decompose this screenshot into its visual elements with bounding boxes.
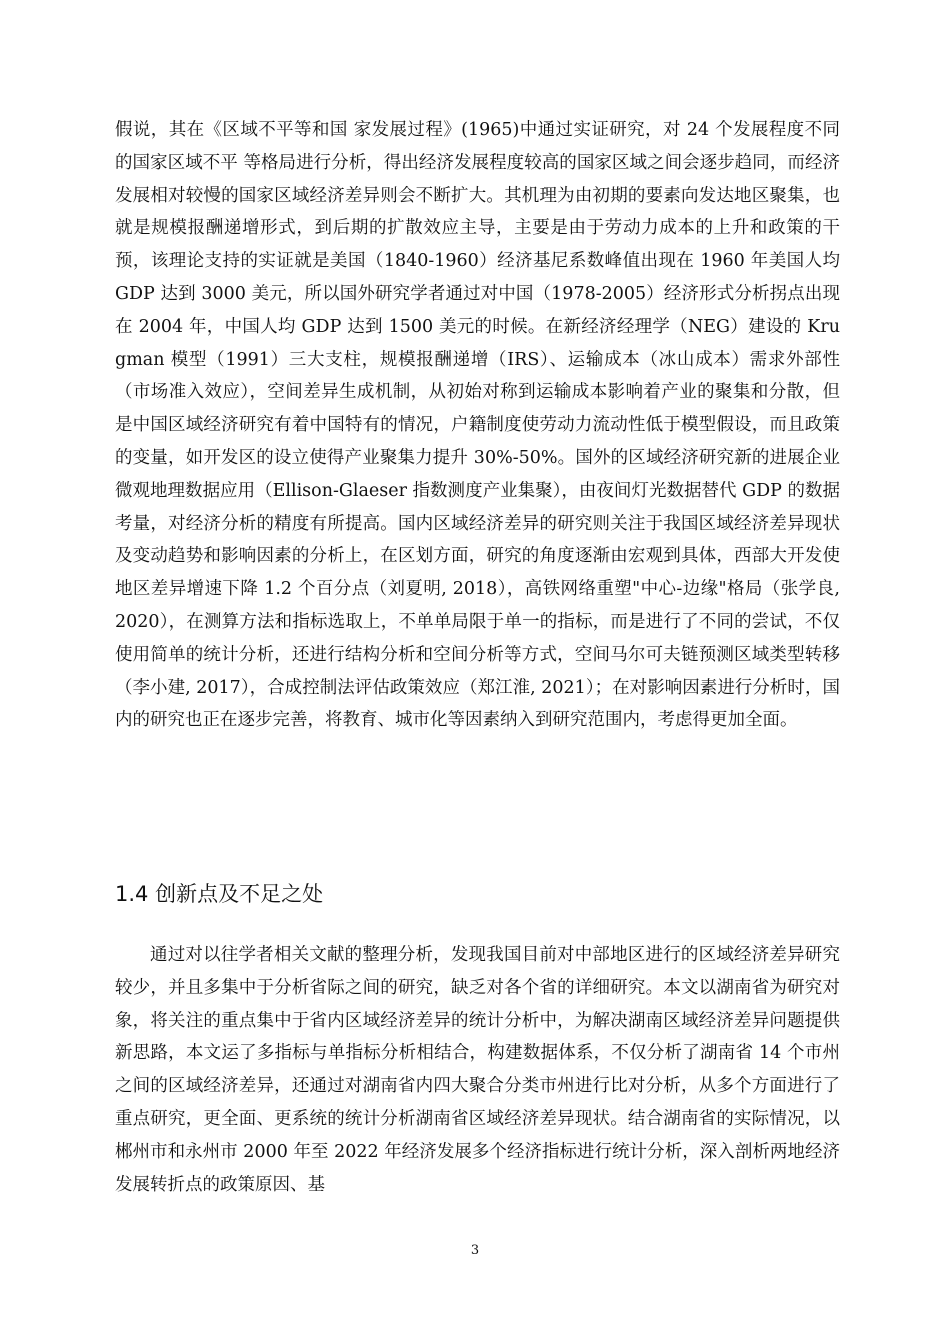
body-paragraph-1: 假说，其在《区域不平等和国 家发展过程》(1965)中通过实证研究，对 24 个发展程度不同的国家区域不平 等格局进行分析，得出经济发展程度较高的国家区域之间会逐步趋同，而经济发展相对较慢的国家区域经济差异则会不断扩大。其机理为由初期的要素向发达地区聚集，也就是规模报酬递增形式，到后期的扩散效应主导，主要是由于劳动力成本的上升和政策的干预，该理论支持的实证就是美国（1840-1960）经济基尼系数峰值出现在 1960 年美国人均 GDP 达到 3000 美元，所以国外研究学者通过对中国（1978-2005）经济形式分析拐点出现在 2004 年，中国人均 GDP 达到 1500 美元的时候。在新经济经理学（NEG）建设的 Krugman 模型（1991）三大支柱，规模报酬递增（IRS）、运输成本（冰山成本）需求外部性（市场准入效应），空间差异生成机制，从初始对称到运输成本影响着产业的聚集和分散，但是中国区域经济研究有着中国特有的情况，户籍制度使劳动力流动性低于模型假设，而且政策的变量，如开发区的设立使得产业聚集力提升 30%-50%。国外的区域经济研究新的进展企业微观地理数据应用（Ellison-Glaeser 指数测度产业集聚），由夜间灯光数据替代 GDP 的数据考量，对经济分析的精度有所提高。国内区域经济差异的研究则关注于我国区域经济差异现状及变动趋势和影响因素的分析上，在区划方面，研究的角度逐渐由宏观到具体，西部大开发使地区差异增速下降 1.2 个百分点（刘夏明, 2018），高铁网络重塑"中心-边缘"格局（张学良, 2020），在测算方法和指标选取上，不单单局限于单一的指标，而是进行了不同的尝试，不仅使用简单的统计分析，还进行结构分析和空间分析等方式，空间马尔可夫链预测区域类型转移（李小建, 2017），合成控制法评估政策效应（郑江淮, 2021）；在对影响因素进行分析时，国内的研究也正在逐步完善，将教育、城市化等因素纳入到研究范围内，考虑得更加全面。 — [115, 120, 840, 731]
body-paragraph-2: 通过对以往学者相关文献的整理分析，发现我国目前对中部地区进行的区域经济差异研究较少，并且多集中于分析省际之间的研究，缺乏对各个省的详细研究。本文以湖南省为研究对象，将关注的重点集中于省内区域经济差异的统计分析中，为解决湖南区域经济差异问题提供新思路，本文运了多指标与单指标分析相结合，构建数据体系，不仅分析了湖南省 14 个市州之间的区域经济差异，还通过对湖南省内四大聚合分类市州进行比对分析，从多个方面进行了重点研究，更全面、更系统的统计分析湖南省区域经济差异现状。结合湖南省的实际情况，以郴州市和永州市 2000 年至 2022 年经济发展多个经济指标进行统计分析，深入剖析两地经济发展转折点的政策原因、基 — [115, 945, 840, 1195]
section-heading: 1.4 创新点及不足之处 — [115, 882, 324, 906]
page-number: 3 — [470, 1243, 480, 1258]
